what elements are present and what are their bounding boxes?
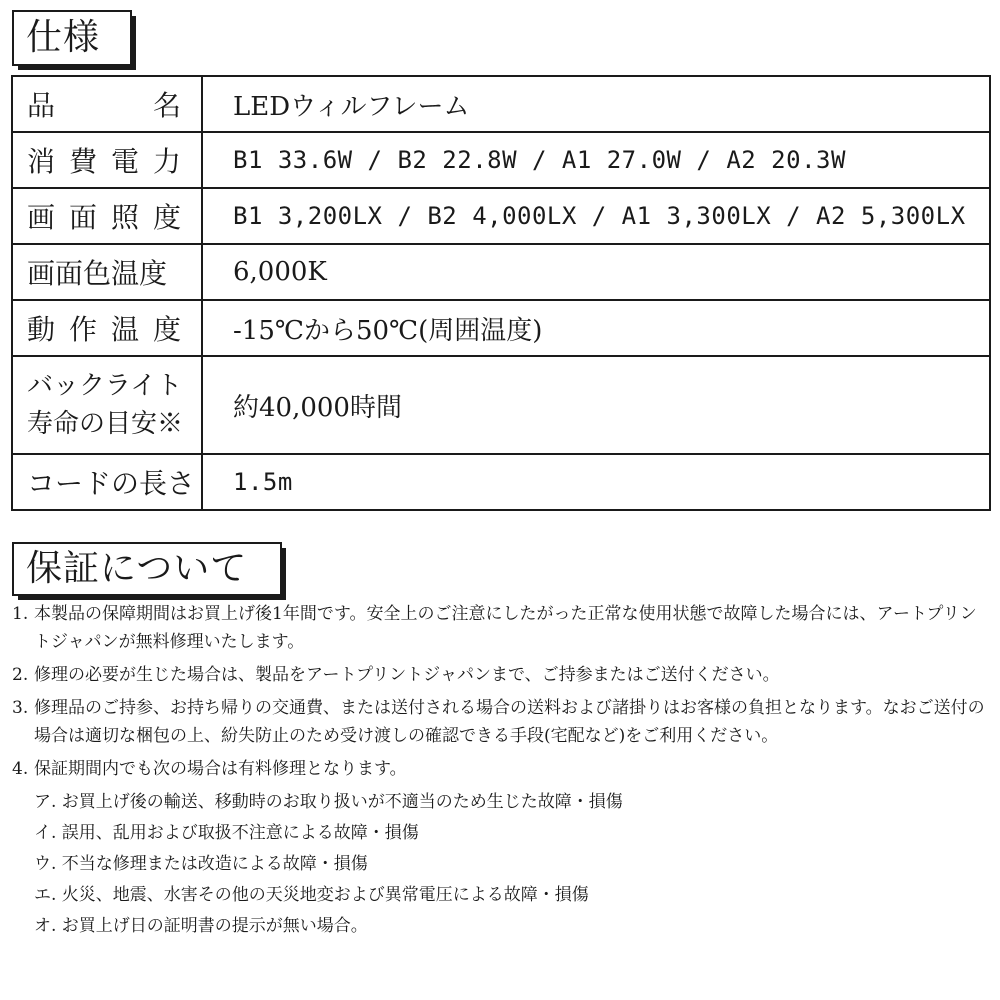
list-number: 2. <box>12 665 29 685</box>
spec-value-product-name: LEDウィルフレーム <box>202 76 990 132</box>
list-number: 1. <box>12 604 29 624</box>
label-char: 力 <box>152 145 181 178</box>
label-char: 面 <box>68 201 97 234</box>
spec-label-power <box>12 132 202 188</box>
list-item <box>12 755 992 783</box>
list-text: 修理の必要が生じた場合は、製品をアートプリントジャパンまで、ご持参またはご送付ください。 <box>34 665 780 685</box>
spec-label-cord-length: コードの長さ <box>12 454 202 510</box>
spec-label-backlight-life <box>12 356 202 454</box>
table-row <box>12 76 990 132</box>
sub-list-item: オ. お買上げ日の証明書の提示が無い場合。 <box>34 916 368 936</box>
table-row <box>12 300 990 356</box>
spec-value-operating-temp: -15℃から50℃(周囲温度) <box>202 300 990 356</box>
label-line: 寿命の目安※ <box>27 409 184 439</box>
table-row <box>12 454 990 510</box>
list-text: 保証期間内でも次の場合は有料修理となります。 <box>34 759 407 779</box>
sub-list-item: ウ. 不当な修理または改造による故障・損傷 <box>34 854 368 874</box>
table-row <box>12 188 990 244</box>
spec-value-illuminance <box>202 188 990 244</box>
list-item <box>12 694 992 750</box>
list-number: 3. <box>12 698 29 718</box>
spec-label-product-name <box>12 76 202 132</box>
spec-table <box>11 75 991 511</box>
table-row <box>12 132 990 188</box>
spec-value-backlight-life: 約40,000時間 <box>202 356 990 454</box>
spec-heading <box>12 10 132 66</box>
spec-value-cord-length <box>202 454 990 510</box>
sub-list-item: エ. 火災、地震、水害その他の天災地変および異常電圧による故障・損傷 <box>34 885 589 905</box>
list-number: 4. <box>12 759 29 779</box>
label-char: 度 <box>152 313 181 346</box>
cord-length-text: 1.5m <box>233 468 293 496</box>
illuminance-text: B1 3,200LX / B2 4,000LX / A1 3,300LX / A2 5,300LX <box>233 202 966 230</box>
label-char: 消 <box>27 145 56 178</box>
label-char: 品 <box>27 89 56 122</box>
spec-label-operating-temp <box>12 300 202 356</box>
label-char: 名 <box>152 89 181 122</box>
list-text: 修理品のご持参、お持ち帰りの交通費、または送付される場合の送料および諸掛りはお客様の負担となります。なおご送付の場合は適切な梱包の上、紛失防止のため受け渡しの確認できる手段(宅配など)をご利用ください。 <box>34 698 985 746</box>
label-line: バックライト <box>27 371 183 401</box>
sub-list-item: ア. お買上げ後の輸送、移動時のお取り扱いが不適当のため生じた故障・損傷 <box>34 792 623 812</box>
spec-value-color-temp: 6,000K <box>202 244 990 300</box>
label-char: 照 <box>110 201 139 234</box>
spec-heading-text: 仕様 <box>26 17 101 58</box>
label-char: 度 <box>152 201 181 234</box>
list-item <box>12 600 992 656</box>
label-char: 温 <box>110 313 139 346</box>
list-item <box>12 661 992 689</box>
list-text: 本製品の保障期間はお買上げ後1年間です。安全上のご注意にしたがった正常な使用状態で故障した場合には、アートプリントジャパンが無料修理いたします。 <box>34 604 977 652</box>
power-text: B1 33.6W / B2 22.8W / A1 27.0W / A2 20.3W <box>233 146 846 174</box>
label-char: 電 <box>110 145 139 178</box>
sub-list <box>34 788 992 940</box>
table-row <box>12 244 990 300</box>
warranty-list <box>12 600 992 943</box>
sub-list-item: イ. 誤用、乱用および取扱不注意による故障・損傷 <box>34 823 419 843</box>
spec-label-color-temp: 画面色温度 <box>12 244 202 300</box>
table-row <box>12 356 990 454</box>
warranty-heading <box>12 542 282 596</box>
label-char: 画 <box>27 201 56 234</box>
spec-value-power <box>202 132 990 188</box>
label-char: 動 <box>27 313 56 346</box>
label-char: 費 <box>68 145 97 178</box>
warranty-heading-text: 保証について <box>26 548 248 589</box>
label-char: 作 <box>68 313 97 346</box>
spec-label-illuminance <box>12 188 202 244</box>
